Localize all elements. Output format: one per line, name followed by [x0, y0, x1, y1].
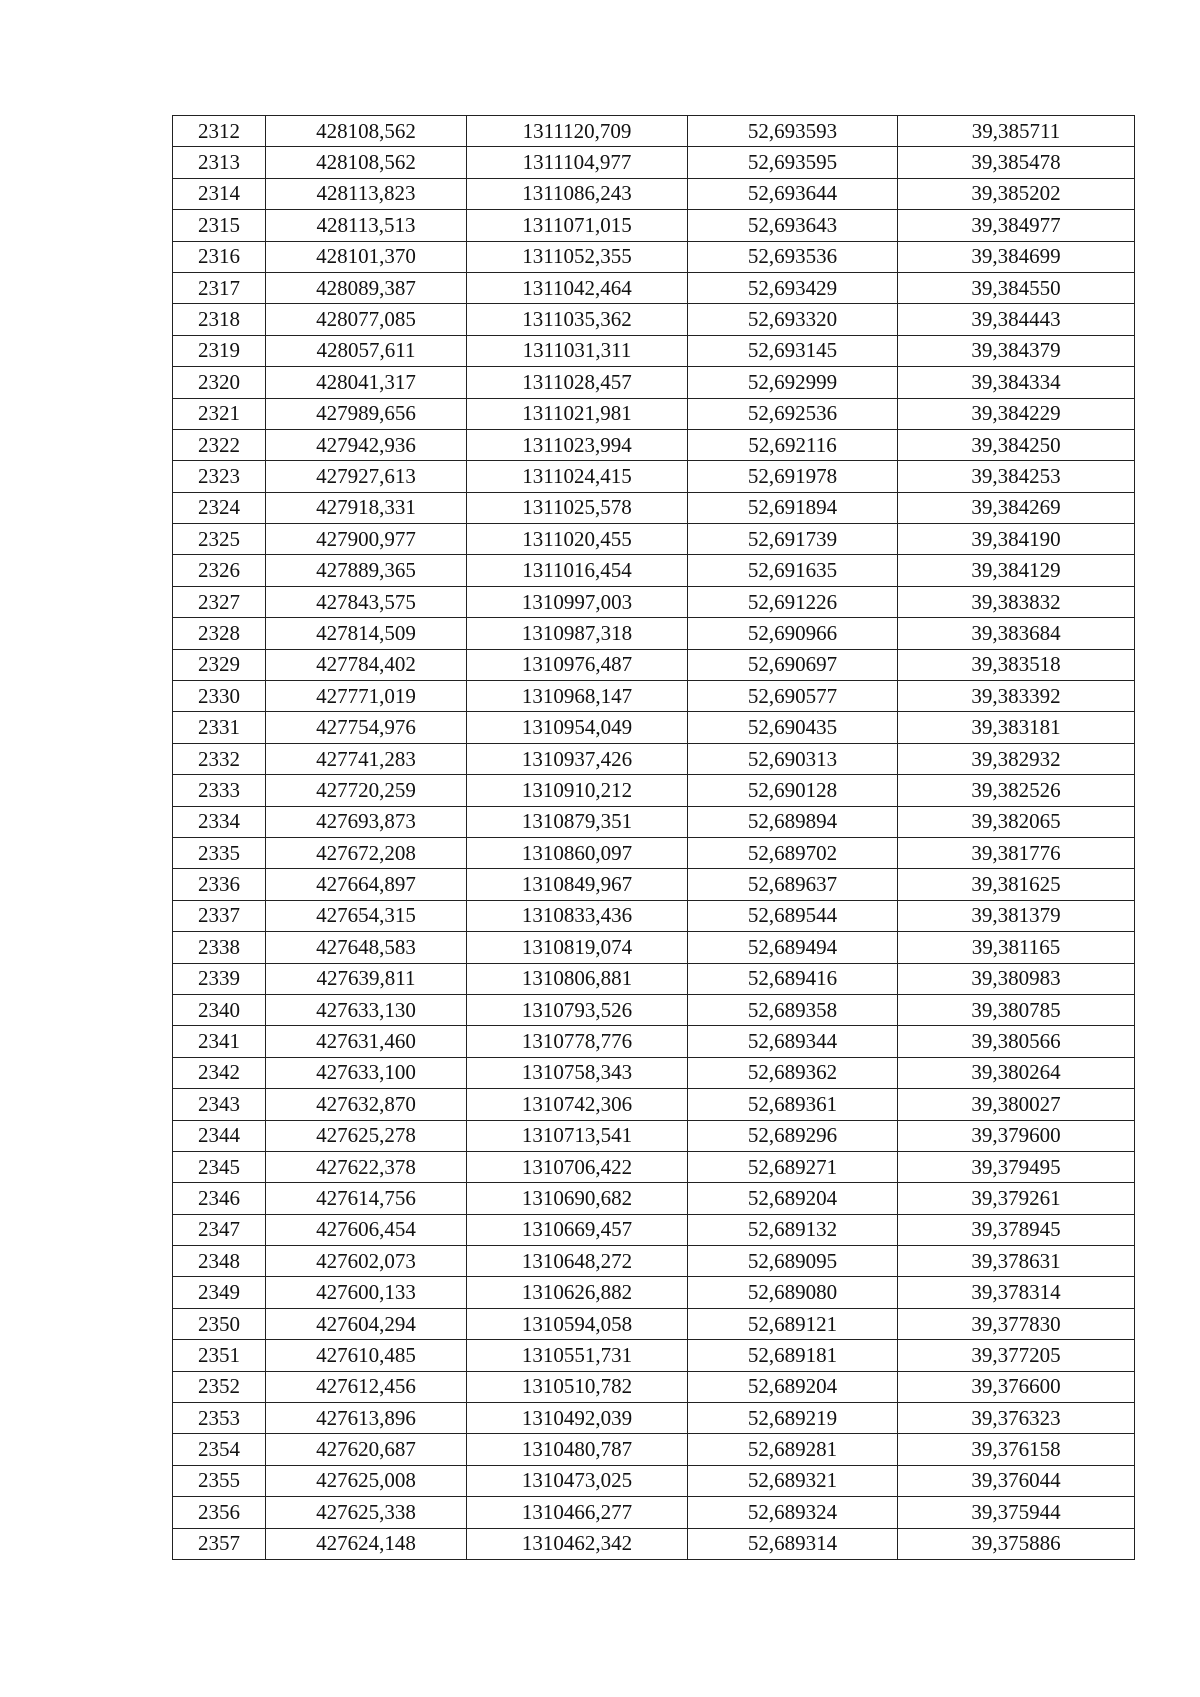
latitude-cell: 52,689080	[688, 1277, 898, 1308]
latitude-cell: 52,689219	[688, 1403, 898, 1434]
table-row	[173, 1026, 1135, 1057]
table-row	[173, 1403, 1135, 1434]
longitude-cell: 39,381776	[898, 837, 1135, 868]
y-coordinate-cell: 1311052,355	[467, 241, 688, 272]
table-row	[173, 1120, 1135, 1151]
latitude-cell: 52,690697	[688, 649, 898, 680]
x-coordinate-cell: 428108,562	[266, 116, 467, 147]
y-coordinate-cell: 1310510,782	[467, 1371, 688, 1402]
y-coordinate-cell: 1311025,578	[467, 492, 688, 523]
table-row	[173, 178, 1135, 209]
point-number-cell: 2318	[173, 304, 266, 335]
longitude-cell: 39,375944	[898, 1497, 1135, 1528]
y-coordinate-cell: 1310706,422	[467, 1151, 688, 1182]
y-coordinate-cell: 1310492,039	[467, 1403, 688, 1434]
y-coordinate-cell: 1310819,074	[467, 932, 688, 963]
table-row	[173, 210, 1135, 241]
point-number-cell: 2315	[173, 210, 266, 241]
x-coordinate-cell: 428108,562	[266, 147, 467, 178]
table-row	[173, 304, 1135, 335]
longitude-cell: 39,379495	[898, 1151, 1135, 1182]
point-number-cell: 2334	[173, 806, 266, 837]
longitude-cell: 39,384253	[898, 461, 1135, 492]
y-coordinate-cell: 1310849,967	[467, 869, 688, 900]
table-row	[173, 1246, 1135, 1277]
x-coordinate-cell: 427648,583	[266, 932, 467, 963]
x-coordinate-cell: 427814,509	[266, 618, 467, 649]
longitude-cell: 39,381165	[898, 932, 1135, 963]
table-row	[173, 335, 1135, 366]
longitude-cell: 39,376158	[898, 1434, 1135, 1465]
table-row	[173, 775, 1135, 806]
longitude-cell: 39,384443	[898, 304, 1135, 335]
x-coordinate-cell: 427889,365	[266, 555, 467, 586]
y-coordinate-cell: 1310806,881	[467, 963, 688, 994]
point-number-cell: 2339	[173, 963, 266, 994]
x-coordinate-cell: 428057,611	[266, 335, 467, 366]
longitude-cell: 39,384129	[898, 555, 1135, 586]
table-row	[173, 555, 1135, 586]
latitude-cell: 52,693145	[688, 335, 898, 366]
y-coordinate-cell: 1311020,455	[467, 524, 688, 555]
table-row	[173, 272, 1135, 303]
x-coordinate-cell: 428113,823	[266, 178, 467, 209]
y-coordinate-cell: 1310879,351	[467, 806, 688, 837]
table-row	[173, 932, 1135, 963]
point-number-cell: 2321	[173, 398, 266, 429]
x-coordinate-cell: 427771,019	[266, 681, 467, 712]
y-coordinate-cell: 1310462,342	[467, 1528, 688, 1559]
x-coordinate-cell: 427693,873	[266, 806, 467, 837]
point-number-cell: 2314	[173, 178, 266, 209]
table-row	[173, 1277, 1135, 1308]
point-number-cell: 2336	[173, 869, 266, 900]
x-coordinate-cell: 427606,454	[266, 1214, 467, 1245]
point-number-cell: 2330	[173, 681, 266, 712]
point-number-cell: 2344	[173, 1120, 266, 1151]
y-coordinate-cell: 1310976,487	[467, 649, 688, 680]
latitude-cell: 52,690128	[688, 775, 898, 806]
y-coordinate-cell: 1311071,015	[467, 210, 688, 241]
y-coordinate-cell: 1311031,311	[467, 335, 688, 366]
latitude-cell: 52,689281	[688, 1434, 898, 1465]
point-number-cell: 2340	[173, 994, 266, 1025]
latitude-cell: 52,690577	[688, 681, 898, 712]
y-coordinate-cell: 1310778,776	[467, 1026, 688, 1057]
x-coordinate-cell: 427664,897	[266, 869, 467, 900]
x-coordinate-cell: 427624,148	[266, 1528, 467, 1559]
table-row	[173, 994, 1135, 1025]
point-number-cell: 2335	[173, 837, 266, 868]
table-row	[173, 1528, 1135, 1559]
x-coordinate-cell: 427654,315	[266, 900, 467, 931]
latitude-cell: 52,689494	[688, 932, 898, 963]
x-coordinate-cell: 428041,317	[266, 367, 467, 398]
point-number-cell: 2350	[173, 1308, 266, 1339]
longitude-cell: 39,375886	[898, 1528, 1135, 1559]
longitude-cell: 39,384269	[898, 492, 1135, 523]
point-number-cell: 2355	[173, 1465, 266, 1496]
table-row	[173, 1214, 1135, 1245]
x-coordinate-cell: 427625,338	[266, 1497, 467, 1528]
latitude-cell: 52,689321	[688, 1465, 898, 1496]
x-coordinate-cell: 428101,370	[266, 241, 467, 272]
y-coordinate-cell: 1310968,147	[467, 681, 688, 712]
y-coordinate-cell: 1310997,003	[467, 586, 688, 617]
x-coordinate-cell: 427602,073	[266, 1246, 467, 1277]
y-coordinate-cell: 1310626,882	[467, 1277, 688, 1308]
longitude-cell: 39,382526	[898, 775, 1135, 806]
point-number-cell: 2312	[173, 116, 266, 147]
x-coordinate-cell: 427604,294	[266, 1308, 467, 1339]
coordinates-table	[172, 115, 1135, 1560]
point-number-cell: 2354	[173, 1434, 266, 1465]
table-row	[173, 681, 1135, 712]
longitude-cell: 39,381625	[898, 869, 1135, 900]
y-coordinate-cell: 1311035,362	[467, 304, 688, 335]
x-coordinate-cell: 428113,513	[266, 210, 467, 241]
x-coordinate-cell: 427610,485	[266, 1340, 467, 1371]
x-coordinate-cell: 427612,456	[266, 1371, 467, 1402]
x-coordinate-cell: 427741,283	[266, 743, 467, 774]
point-number-cell: 2317	[173, 272, 266, 303]
y-coordinate-cell: 1311104,977	[467, 147, 688, 178]
table-row	[173, 743, 1135, 774]
latitude-cell: 52,693643	[688, 210, 898, 241]
latitude-cell: 52,690435	[688, 712, 898, 743]
table-row	[173, 806, 1135, 837]
latitude-cell: 52,689095	[688, 1246, 898, 1277]
point-number-cell: 2322	[173, 429, 266, 460]
y-coordinate-cell: 1311024,415	[467, 461, 688, 492]
point-number-cell: 2329	[173, 649, 266, 680]
table-row	[173, 492, 1135, 523]
table-row	[173, 586, 1135, 617]
point-number-cell: 2338	[173, 932, 266, 963]
latitude-cell: 52,693320	[688, 304, 898, 335]
x-coordinate-cell: 427900,977	[266, 524, 467, 555]
table-row	[173, 900, 1135, 931]
latitude-cell: 52,693536	[688, 241, 898, 272]
longitude-cell: 39,384699	[898, 241, 1135, 272]
table-row	[173, 524, 1135, 555]
latitude-cell: 52,691739	[688, 524, 898, 555]
y-coordinate-cell: 1310551,731	[467, 1340, 688, 1371]
table-row	[173, 837, 1135, 868]
y-coordinate-cell: 1310480,787	[467, 1434, 688, 1465]
longitude-cell: 39,378631	[898, 1246, 1135, 1277]
point-number-cell: 2346	[173, 1183, 266, 1214]
longitude-cell: 39,381379	[898, 900, 1135, 931]
y-coordinate-cell: 1310793,526	[467, 994, 688, 1025]
x-coordinate-cell: 427639,811	[266, 963, 467, 994]
latitude-cell: 52,691894	[688, 492, 898, 523]
x-coordinate-cell: 427600,133	[266, 1277, 467, 1308]
latitude-cell: 52,689324	[688, 1497, 898, 1528]
x-coordinate-cell: 427633,130	[266, 994, 467, 1025]
longitude-cell: 39,385202	[898, 178, 1135, 209]
longitude-cell: 39,384550	[898, 272, 1135, 303]
longitude-cell: 39,385478	[898, 147, 1135, 178]
latitude-cell: 52,689181	[688, 1340, 898, 1371]
point-number-cell: 2351	[173, 1340, 266, 1371]
latitude-cell: 52,689314	[688, 1528, 898, 1559]
y-coordinate-cell: 1311086,243	[467, 178, 688, 209]
point-number-cell: 2331	[173, 712, 266, 743]
table-row	[173, 429, 1135, 460]
table-row	[173, 1371, 1135, 1402]
point-number-cell: 2342	[173, 1057, 266, 1088]
longitude-cell: 39,380785	[898, 994, 1135, 1025]
latitude-cell: 52,691635	[688, 555, 898, 586]
x-coordinate-cell: 427632,870	[266, 1089, 467, 1120]
point-number-cell: 2341	[173, 1026, 266, 1057]
x-coordinate-cell: 427614,756	[266, 1183, 467, 1214]
point-number-cell: 2337	[173, 900, 266, 931]
longitude-cell: 39,383832	[898, 586, 1135, 617]
longitude-cell: 39,382932	[898, 743, 1135, 774]
y-coordinate-cell: 1310648,272	[467, 1246, 688, 1277]
table-row	[173, 649, 1135, 680]
latitude-cell: 52,689296	[688, 1120, 898, 1151]
point-number-cell: 2320	[173, 367, 266, 398]
x-coordinate-cell: 427754,976	[266, 712, 467, 743]
longitude-cell: 39,380566	[898, 1026, 1135, 1057]
longitude-cell: 39,376600	[898, 1371, 1135, 1402]
point-number-cell: 2327	[173, 586, 266, 617]
point-number-cell: 2348	[173, 1246, 266, 1277]
y-coordinate-cell: 1310954,049	[467, 712, 688, 743]
y-coordinate-cell: 1310758,343	[467, 1057, 688, 1088]
table-row	[173, 461, 1135, 492]
longitude-cell: 39,384190	[898, 524, 1135, 555]
longitude-cell: 39,383518	[898, 649, 1135, 680]
point-number-cell: 2313	[173, 147, 266, 178]
y-coordinate-cell: 1311023,994	[467, 429, 688, 460]
longitude-cell: 39,384334	[898, 367, 1135, 398]
longitude-cell: 39,380264	[898, 1057, 1135, 1088]
longitude-cell: 39,382065	[898, 806, 1135, 837]
x-coordinate-cell: 427631,460	[266, 1026, 467, 1057]
y-coordinate-cell: 1311120,709	[467, 116, 688, 147]
longitude-cell: 39,383392	[898, 681, 1135, 712]
latitude-cell: 52,689132	[688, 1214, 898, 1245]
point-number-cell: 2345	[173, 1151, 266, 1182]
table-row	[173, 147, 1135, 178]
latitude-cell: 52,689271	[688, 1151, 898, 1182]
latitude-cell: 52,693429	[688, 272, 898, 303]
table-row	[173, 398, 1135, 429]
longitude-cell: 39,378945	[898, 1214, 1135, 1245]
table-row	[173, 1308, 1135, 1339]
table-row	[173, 618, 1135, 649]
latitude-cell: 52,690313	[688, 743, 898, 774]
latitude-cell: 52,689637	[688, 869, 898, 900]
latitude-cell: 52,689894	[688, 806, 898, 837]
table-row	[173, 1057, 1135, 1088]
table-row	[173, 1434, 1135, 1465]
longitude-cell: 39,384250	[898, 429, 1135, 460]
point-number-cell: 2353	[173, 1403, 266, 1434]
x-coordinate-cell: 427989,656	[266, 398, 467, 429]
point-number-cell: 2323	[173, 461, 266, 492]
point-number-cell: 2324	[173, 492, 266, 523]
y-coordinate-cell: 1310466,277	[467, 1497, 688, 1528]
point-number-cell: 2316	[173, 241, 266, 272]
y-coordinate-cell: 1310713,541	[467, 1120, 688, 1151]
point-number-cell: 2332	[173, 743, 266, 774]
point-number-cell: 2325	[173, 524, 266, 555]
latitude-cell: 52,689544	[688, 900, 898, 931]
y-coordinate-cell: 1310860,097	[467, 837, 688, 868]
longitude-cell: 39,384977	[898, 210, 1135, 241]
latitude-cell: 52,692116	[688, 429, 898, 460]
longitude-cell: 39,377205	[898, 1340, 1135, 1371]
longitude-cell: 39,384229	[898, 398, 1135, 429]
point-number-cell: 2319	[173, 335, 266, 366]
x-coordinate-cell: 427720,259	[266, 775, 467, 806]
x-coordinate-cell: 427625,008	[266, 1465, 467, 1496]
y-coordinate-cell: 1310690,682	[467, 1183, 688, 1214]
latitude-cell: 52,689358	[688, 994, 898, 1025]
latitude-cell: 52,689702	[688, 837, 898, 868]
longitude-cell: 39,385711	[898, 116, 1135, 147]
x-coordinate-cell: 427918,331	[266, 492, 467, 523]
y-coordinate-cell: 1311021,981	[467, 398, 688, 429]
y-coordinate-cell: 1310669,457	[467, 1214, 688, 1245]
x-coordinate-cell: 427843,575	[266, 586, 467, 617]
point-number-cell: 2349	[173, 1277, 266, 1308]
coordinates-table-body	[173, 116, 1135, 1560]
table-row	[173, 712, 1135, 743]
x-coordinate-cell: 427672,208	[266, 837, 467, 868]
longitude-cell: 39,380983	[898, 963, 1135, 994]
y-coordinate-cell: 1310937,426	[467, 743, 688, 774]
longitude-cell: 39,376323	[898, 1403, 1135, 1434]
latitude-cell: 52,693595	[688, 147, 898, 178]
table-row	[173, 1151, 1135, 1182]
point-number-cell: 2352	[173, 1371, 266, 1402]
x-coordinate-cell: 428077,085	[266, 304, 467, 335]
point-number-cell: 2357	[173, 1528, 266, 1559]
x-coordinate-cell: 427625,278	[266, 1120, 467, 1151]
longitude-cell: 39,377830	[898, 1308, 1135, 1339]
table-row	[173, 869, 1135, 900]
y-coordinate-cell: 1311016,454	[467, 555, 688, 586]
longitude-cell: 39,379261	[898, 1183, 1135, 1214]
x-coordinate-cell: 427942,936	[266, 429, 467, 460]
table-row	[173, 1465, 1135, 1496]
longitude-cell: 39,384379	[898, 335, 1135, 366]
latitude-cell: 52,689121	[688, 1308, 898, 1339]
point-number-cell: 2333	[173, 775, 266, 806]
latitude-cell: 52,689416	[688, 963, 898, 994]
x-coordinate-cell: 427784,402	[266, 649, 467, 680]
longitude-cell: 39,376044	[898, 1465, 1135, 1496]
latitude-cell: 52,690966	[688, 618, 898, 649]
y-coordinate-cell: 1310833,436	[467, 900, 688, 931]
x-coordinate-cell: 427613,896	[266, 1403, 467, 1434]
latitude-cell: 52,691226	[688, 586, 898, 617]
latitude-cell: 52,689204	[688, 1371, 898, 1402]
y-coordinate-cell: 1310742,306	[467, 1089, 688, 1120]
latitude-cell: 52,689361	[688, 1089, 898, 1120]
longitude-cell: 39,379600	[898, 1120, 1135, 1151]
x-coordinate-cell: 428089,387	[266, 272, 467, 303]
table-row	[173, 241, 1135, 272]
latitude-cell: 52,692999	[688, 367, 898, 398]
x-coordinate-cell: 427622,378	[266, 1151, 467, 1182]
longitude-cell: 39,383181	[898, 712, 1135, 743]
table-row	[173, 1089, 1135, 1120]
latitude-cell: 52,693593	[688, 116, 898, 147]
y-coordinate-cell: 1310594,058	[467, 1308, 688, 1339]
latitude-cell: 52,691978	[688, 461, 898, 492]
x-coordinate-cell: 427633,100	[266, 1057, 467, 1088]
y-coordinate-cell: 1311028,457	[467, 367, 688, 398]
point-number-cell: 2356	[173, 1497, 266, 1528]
table-row	[173, 1340, 1135, 1371]
point-number-cell: 2347	[173, 1214, 266, 1245]
y-coordinate-cell: 1310910,212	[467, 775, 688, 806]
y-coordinate-cell: 1310987,318	[467, 618, 688, 649]
point-number-cell: 2326	[173, 555, 266, 586]
y-coordinate-cell: 1310473,025	[467, 1465, 688, 1496]
latitude-cell: 52,692536	[688, 398, 898, 429]
y-coordinate-cell: 1311042,464	[467, 272, 688, 303]
latitude-cell: 52,689362	[688, 1057, 898, 1088]
point-number-cell: 2328	[173, 618, 266, 649]
table-row	[173, 116, 1135, 147]
latitude-cell: 52,689344	[688, 1026, 898, 1057]
latitude-cell: 52,693644	[688, 178, 898, 209]
longitude-cell: 39,383684	[898, 618, 1135, 649]
table-row	[173, 963, 1135, 994]
table-row	[173, 367, 1135, 398]
latitude-cell: 52,689204	[688, 1183, 898, 1214]
x-coordinate-cell: 427620,687	[266, 1434, 467, 1465]
longitude-cell: 39,380027	[898, 1089, 1135, 1120]
x-coordinate-cell: 427927,613	[266, 461, 467, 492]
table-row	[173, 1497, 1135, 1528]
table-row	[173, 1183, 1135, 1214]
point-number-cell: 2343	[173, 1089, 266, 1120]
longitude-cell: 39,378314	[898, 1277, 1135, 1308]
